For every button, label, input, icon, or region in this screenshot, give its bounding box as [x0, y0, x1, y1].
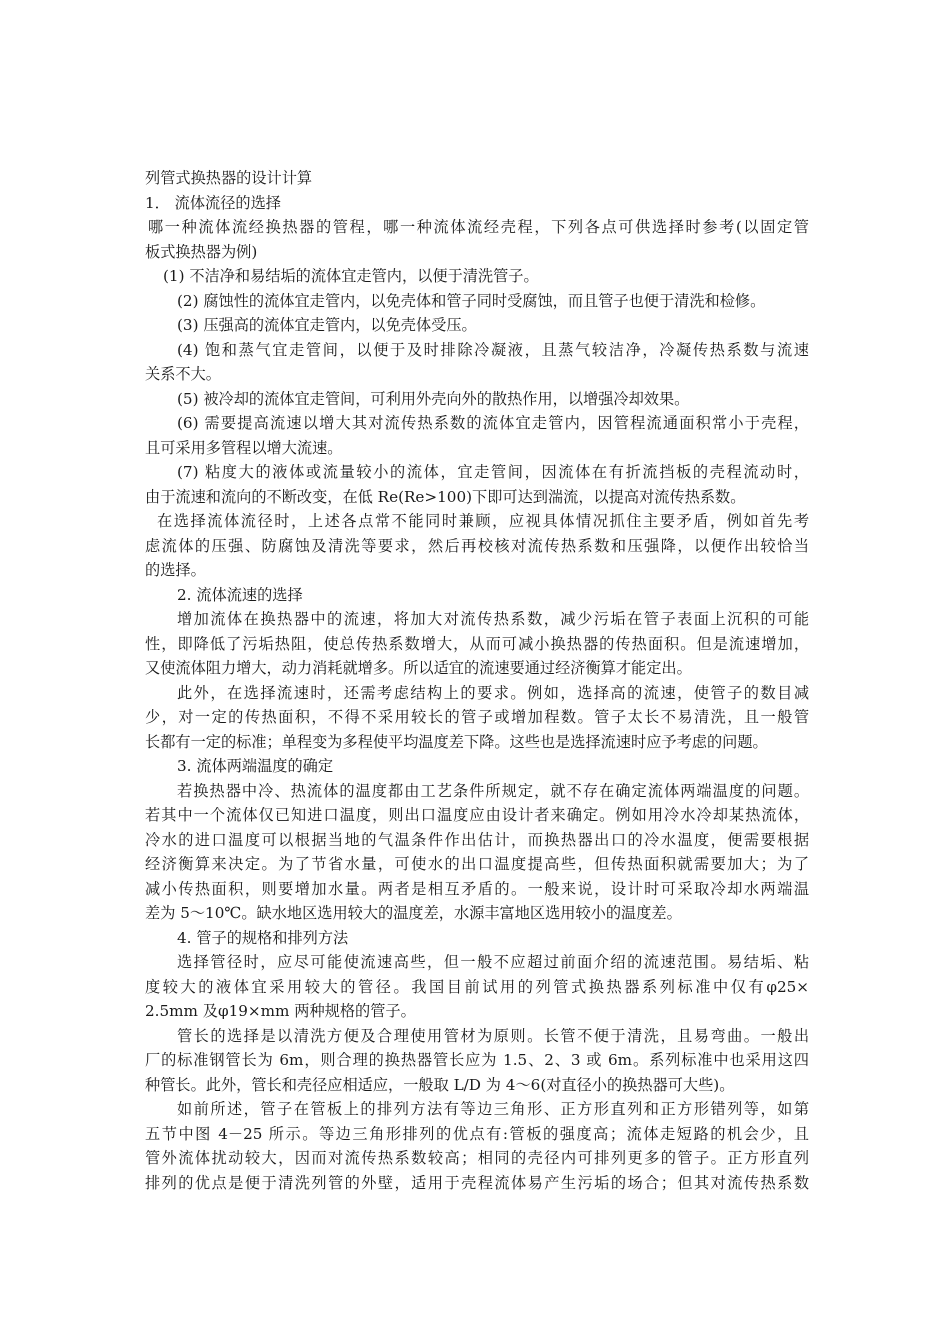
- list-item: (3) 压强高的流体宜走管内，以免壳体受压。: [177, 316, 477, 334]
- list-item-continuation: 由于流速和流向的不断改变，在低 Re(Re>100)下即可达到湍流，以提高对流传热系数。: [145, 487, 746, 506]
- paragraph-line: 若其中一个流体仅已知进口温度，则出口温度应由设计者来确定。例如用冷水冷却某热流体，: [145, 806, 809, 824]
- paragraph-line: 在选择流体流径时，上述各点常不能同时兼顾，应视具体情况抓住主要矛盾，例如首先考: [157, 512, 809, 530]
- paragraph-line: 如前所述，管子在管板上的排列方法有等边三角形、正方形直列和正方形错列等，如第: [177, 1100, 809, 1118]
- paragraph-line: 又使流体阻力增大，动力消耗就增多。所以适宜的流速要通过经济衡算才能定出。: [145, 659, 692, 677]
- paragraph-line: 的选择。: [145, 561, 206, 579]
- paragraph-line: 增加流体在换热器中的流速，将加大对流传热系数，减少污垢在管子表面上沉积的可能: [177, 610, 809, 628]
- list-item-continuation: 且可采用多管程以增大流速。: [145, 438, 343, 457]
- paragraph-line: 差为 5～10℃。缺水地区选用较大的温度差，水源丰富地区选用较小的温度差。: [145, 904, 682, 922]
- paragraph-line: 管外流体扰动较大，因而对流传热系数较高；相同的壳径内可排列更多的管子。正方形直列: [145, 1149, 809, 1167]
- section-heading-3: 3. 流体两端温度的确定: [177, 757, 334, 775]
- paragraph-line: 冷水的进口温度可以根据当地的气温条件作出估计，而换热器出口的冷水温度，便需要根据: [145, 830, 809, 849]
- section-heading-4: 4. 管子的规格和排列方法: [177, 928, 349, 947]
- document-page: [145, 166, 809, 1195]
- list-item: (6) 需要提高流速以增大其对流传热系数的流体宜走管内，因管程流通面积常小于壳程，: [177, 414, 809, 432]
- paragraph-line: 虑流体的压强、防腐蚀及清洗等要求，然后再校核对流传热系数和压强降，以便作出较恰当: [145, 536, 809, 555]
- paragraph-line: 此外，在选择流速时，还需考虑结构上的要求。例如，选择高的流速，使管子的数目减: [177, 683, 809, 702]
- list-item: (1) 不洁净和易结垢的流体宜走管内，以便于清洗管子。: [163, 267, 539, 285]
- document-title: 列管式换热器的设计计算: [145, 169, 313, 187]
- paragraph-line: 管长的选择是以清洗方便及合理使用管材为原则。长管不便于清洗，且易弯曲。一般出: [177, 1026, 809, 1045]
- paragraph-line: 板式换热器为例): [145, 242, 258, 261]
- paragraph-line: 哪一种流体流经换热器的管程，哪一种流体流经壳程，下列各点可供选择时参考(以固定管: [148, 218, 809, 236]
- list-item: (2) 腐蚀性的流体宜走管内，以免壳体和管子同时受腐蚀，而且管子也便于清洗和检修。: [177, 291, 766, 310]
- paragraph-line: 排列的优点是便于清洗列管的外壁，适用于壳程流体易产生污垢的场合；但其对流传热系数: [145, 1173, 809, 1192]
- paragraph-line: 选择管径时，应尽可能使流速高些，但一般不应超过前面介绍的流速范围。易结垢、粘: [177, 953, 809, 971]
- paragraph-line: 减小传热面积，则要增加水量。两者是相互矛盾的。一般来说，设计时可采取冷却水两端温: [145, 879, 809, 898]
- paragraph-line: 经济衡算来决定。为了节省水量，可使水的出口温度提高些，但传热面积就需要加大；为了: [145, 855, 809, 873]
- paragraph-line: 度较大的液体宜采用较大的管径。我国目前试用的列管式换热器系列标准中仅有φ25×: [145, 977, 809, 996]
- list-item-continuation: 关系不大。: [145, 365, 221, 383]
- paragraph-line: 长都有一定的标准；单程变为多程使平均温度差下降。这些也是选择流速时应予考虑的问题。: [145, 732, 768, 751]
- section-heading-1: 1． 流体流径的选择: [145, 193, 281, 212]
- section-heading-2: 2. 流体流速的选择: [177, 585, 303, 604]
- paragraph-line: 种管长。此外，管长和壳径应相适应，一般取 L/D 为 4～6(对直径小的换热器可大些)。: [145, 1075, 735, 1094]
- paragraph-line: 若换热器中冷、热流体的温度都由工艺条件所规定，就不存在确定流体两端温度的问题。: [177, 781, 809, 800]
- list-item: (7) 粘度大的液体或流量较小的流体，宜走管间，因流体在有折流挡板的壳程流动时，: [177, 463, 809, 481]
- paragraph-line: 厂的标准钢管长为 6m，则合理的换热器管长应为 1.5、2、3 或 6m。系列标准中也采用这四: [145, 1051, 809, 1069]
- paragraph-line: 少，对一定的传热面积，不得不采用较长的管子或增加程数。管子太长不易清洗，且一般管: [145, 708, 809, 726]
- paragraph-line: 2.5mm 及φ19×mm 两种规格的管子。: [145, 1002, 416, 1020]
- paragraph-line: 性，即降低了污垢热阻，使总传热系数增大，从而可减小换热器的传热面积。但是流速增加，: [145, 634, 809, 653]
- list-item: (4) 饱和蒸气宜走管间，以便于及时排除冷凝液，且蒸气较洁净，冷凝传热系数与流速: [177, 340, 809, 359]
- paragraph-line: 五节中图 4－25 所示。等边三角形排列的优点有:管板的强度高；流体走短路的机会少，且: [145, 1124, 809, 1143]
- list-item: (5) 被冷却的流体宜走管间，可利用外壳向外的散热作用，以增强冷却效果。: [177, 389, 690, 408]
